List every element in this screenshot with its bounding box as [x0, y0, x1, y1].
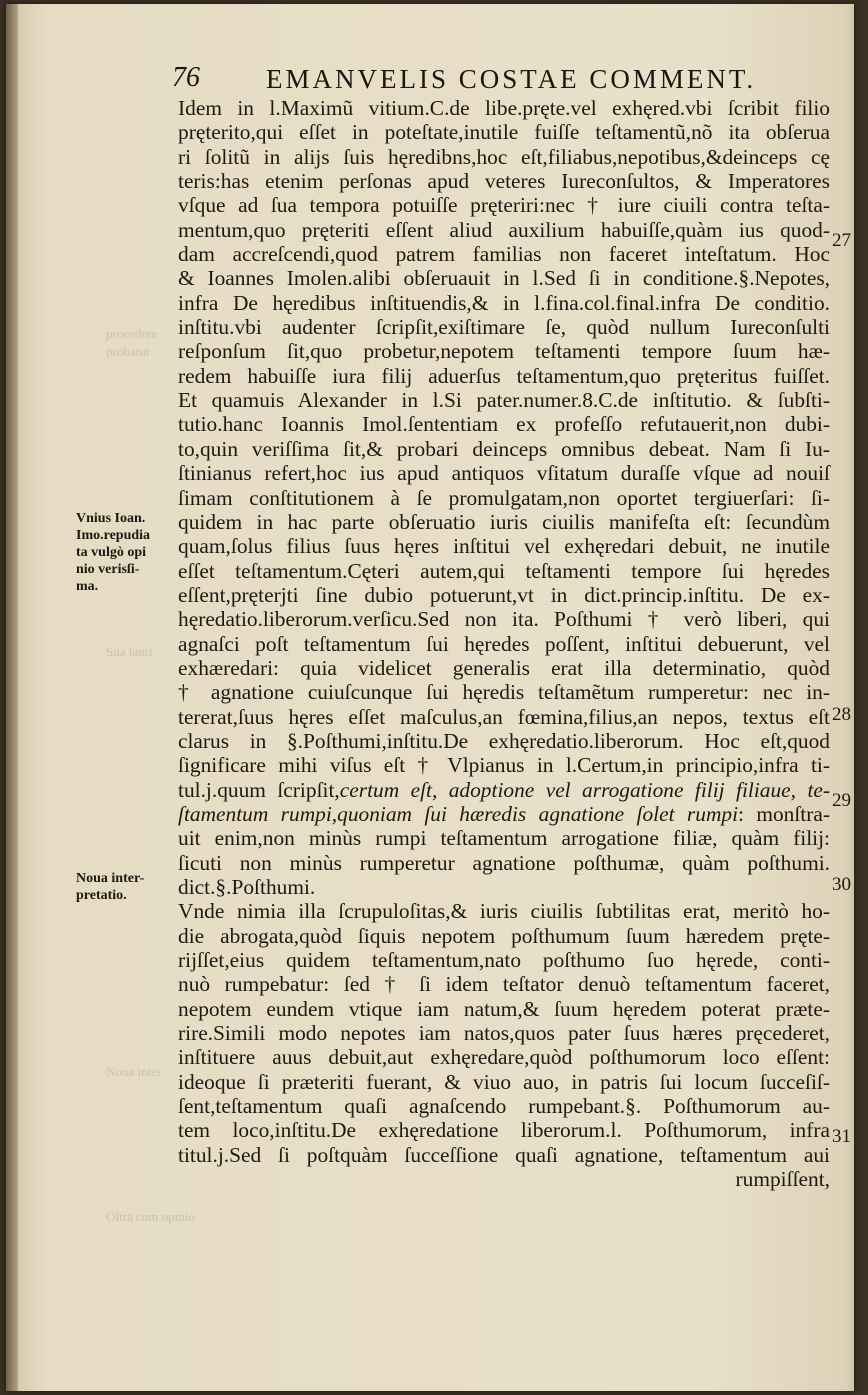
margin-number: 28 [832, 704, 851, 725]
margin-note-line: nio verisſi- [76, 562, 140, 577]
main-text-block [178, 96, 830, 1191]
text-line: infra De hęredibus inſtituendis,& in l.fina.col.final.infra De conditio. [178, 290, 830, 315]
text-line: vſque ad ſua tempora potuiſſe pręteriri:nec † iure ciuili contra teſta- [178, 193, 830, 218]
text-line: clarus in §.Poſthumi,inſtitu.De exhęredatio.liberorum. Hoc eſt,quod [178, 728, 830, 753]
text-line-mixed [178, 778, 830, 802]
text-line: nuò rumpebatur: ſed † ſi idem teſtator denuò teſtamentum faceret, [178, 972, 830, 997]
text-line: nepotem eundem vtique iam natum,& ſuum hęredem poterat præte- [178, 996, 830, 1021]
text-segment: : monſtra- [738, 801, 830, 826]
text-line: ri ſolitũ in alijs ſuis hęredibns,hoc eſt,filiabus,nepotibus,&deinceps cę [178, 144, 830, 169]
page-gutter [6, 4, 18, 1391]
margin-number: 31 [832, 1126, 851, 1147]
margin-note-noua [76, 870, 176, 904]
italic-quotation: certum eſt, adoptione vel arrogatione filij filiaue, te- [339, 777, 830, 802]
page-header [166, 60, 826, 98]
show-through-text: procedere [106, 326, 158, 341]
text-line: quidem in hac parte obſeruatio iuris ciuilis manifeſta eſt: ſecundùm [178, 509, 830, 534]
show-through-text: Oltra com opinio [106, 1209, 195, 1224]
text-line: Idem in l.Maximũ vitium.C.de libe.pręte.vel exhęred.vbi ſcribit filio [178, 96, 830, 120]
text-line: ſicuti non minùs rumperetur agnatione poſthumæ, quàm poſthumi. [178, 850, 830, 875]
margin-note-line: Noua inter- [76, 871, 145, 886]
margin-note-line: ma. [76, 579, 99, 594]
text-line: ideoque ſi præteriti fuerant, & viuo auo, in patris ſui locum ſucceſiſ- [178, 1069, 830, 1094]
text-line: pręterito,qui eſſet in poteſtate,inutile fuiſſe teſtamentũ,nõ ita obſerua [178, 120, 830, 145]
text-line: hęredatio.liberorum.verſicu.Sed non ita. Poſthumi † verò liberi, qui [178, 607, 830, 632]
show-through-text: Sua lauri [106, 644, 153, 659]
text-line: uit enim,non minùs rumpi teſtamentum arrogatione filiæ, quàm filij: [178, 826, 830, 851]
text-line: ſtinianus refert,hoc ius apud antiquos vſitatum duraſſe vſque ad nouiſ [178, 461, 830, 486]
text-line: tutio.hanc Ioannis Imol.ſententiam ex profeſſo refutauerit,non dubi- [178, 412, 830, 437]
margin-note-vnius [76, 510, 176, 595]
margin-number: 29 [832, 790, 851, 811]
text-line: ſent,teſtamentum quaſi agnaſcendo rumpebant.§. Poſthumorum au- [178, 1094, 830, 1119]
text-line: eſſet teſtamentum.Cęteri autem,qui teſtamenti tempore ſui hęredes [178, 558, 830, 583]
text-line: dam accreſcendi,quod patrem familias non faceret inteſtatum. Hoc [178, 242, 830, 267]
text-line: agnaſci poſt teſtamentum ſui hęredes poſſent, inſtitui debuerunt, vel [178, 631, 830, 656]
text-line: redem habuiſſe iura filij aduerſus teſtamentum,quo pręteritus fuiſſet. [178, 363, 830, 388]
text-line: † agnatione cuiuſcunque ſui hęredis teſtamẽtum rumperetur: nec in- [178, 680, 830, 705]
text-line: to,quin veriſſima ſit,& probari deinceps omnibus debeat. Nam ſi Iu- [178, 436, 830, 461]
text-line: tererat,ſuus hęres eſſet maſculus,an fœmina,filius,an nepos, textus eſt [178, 704, 830, 729]
page-number: 76 [172, 62, 200, 93]
show-through-text: Noua inter [106, 1064, 162, 1079]
text-line: eſſent,pręterjti ſine dubio potuerunt,vt in dict.princip.inſtitu. De ex- [178, 582, 830, 607]
text-line: mentum,quo pręteriti eſſent aliud auxilium habuiſſe,quàm ius quod- [178, 217, 830, 242]
margin-number: 30 [832, 874, 851, 895]
text-line: ſignificare mihi viſus eſt † Vlpianus in l.Certum,in principio,infra ti- [178, 753, 830, 778]
text-line-mixed [178, 802, 830, 826]
text-line: rire.Simili modo nepotes iam natos,quos pater ſuus hæres pręcederet, [178, 1021, 830, 1046]
book-page [6, 4, 854, 1391]
margin-note-line: Imo.repudia [76, 528, 151, 543]
text-segment: tul.j.quum ſcripſit, [178, 777, 340, 802]
margin-note-line: pretatio. [76, 888, 127, 903]
running-head: EMANVELIS COSTAE COMMENT. [266, 64, 757, 94]
margin-note-line: ta vulgò opi [76, 545, 147, 560]
text-line: exhæredari: quia videlicet generalis erat illa determinatio, quòd [178, 655, 830, 680]
text-line: teris:has etenim perſonas apud veteres Iureconſultos, & Imperatores [178, 169, 830, 194]
show-through-text: probatur [106, 344, 151, 359]
text-line: reſponſum ſit,quo probetur,nepotem teſtamenti tempore ſuum hæ- [178, 339, 830, 364]
text-line: rijſſet,eius quidem teſtamentum,nato poſthumo ſuo hęrede, conti- [178, 948, 830, 973]
text-line: inſtituere auus debuit,aut exhęredare,quòd poſthumorum loco eſſent: [178, 1045, 830, 1070]
text-line: dict.§.Poſthumi. [178, 875, 316, 899]
margin-note-line: Vnius Ioan. [76, 511, 146, 526]
text-line: Vnde nimia illa ſcrupuloſitas,& iuris ciuilis ſubtilitas erat, meritò ho- [178, 899, 830, 924]
text-line: die abrogata,quòd ſiquis nepotem poſthumum ſuum hæredem pręte- [178, 923, 830, 948]
text-line: Et quamuis Alexander in l.Si pater.numer.8.C.de inſtitutio. & ſubſti- [178, 388, 830, 413]
text-line: inſtitu.vbi audenter ſcripſit,exiſtimare ſe, quòd nullum Iureconſulti [178, 315, 830, 340]
text-line: quam,ſolus filius ſuus hęres inſtitui vel exhęredari debuit, ne inutile [178, 534, 830, 559]
italic-quotation: ſtamentum rumpi,quoniam ſui hæredis agnatione ſolet rumpi [178, 801, 739, 826]
text-line: tem loco,inſtitu.De exhęredatione liberorum.l. Poſthumorum, infra [178, 1118, 830, 1143]
text-line: & Ioannes Imolen.alibi obſeruauit in l.Sed ſi in conditione.§.Nepotes, [178, 266, 830, 291]
text-line: titul.j.Sed ſi poſtquàm ſucceſſione quaſi agnatione, teſtamentum aui [178, 1142, 830, 1167]
margin-number: 27 [832, 230, 851, 251]
text-line: ſimam conſtitutionem à ſe promulgatam,non oportet tergiuerſari: ſi- [178, 485, 830, 510]
text-line: rumpiſſent, [735, 1167, 830, 1192]
